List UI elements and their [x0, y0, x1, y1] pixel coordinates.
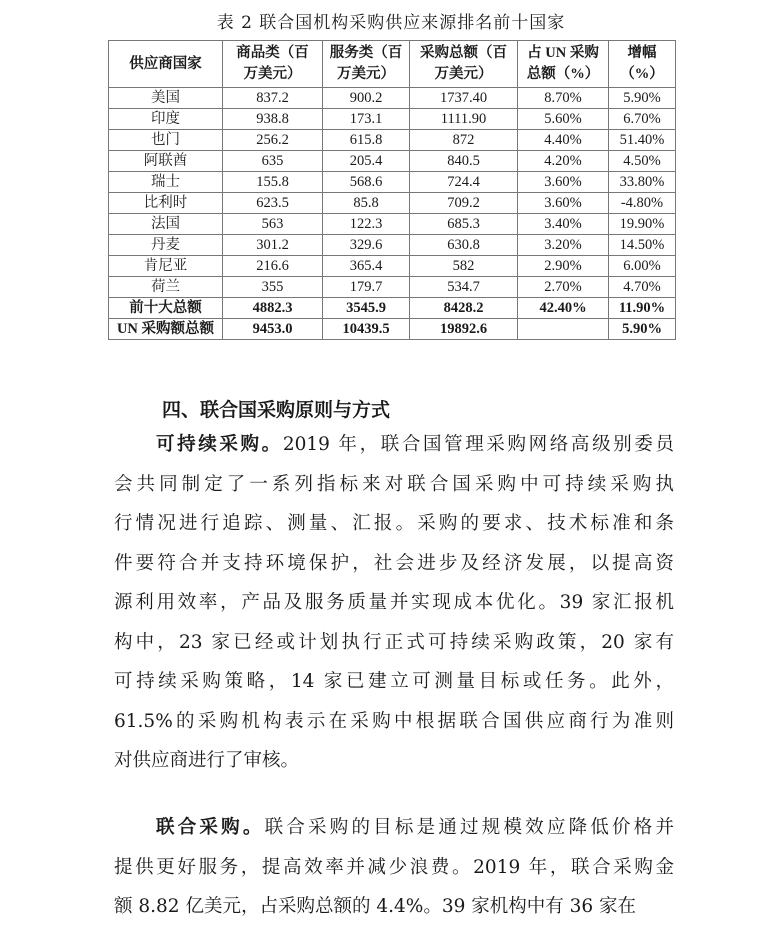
header-text: 万美元） — [243, 66, 302, 82]
paragraph-line: 件要符合并支持环境保护，社会进步及经济发展，以提高资 — [114, 552, 674, 574]
value-cell: 685.3 — [410, 214, 518, 235]
value-cell: 3.60% — [518, 172, 609, 193]
header-text: 增幅 — [627, 45, 657, 61]
value-cell — [518, 319, 609, 340]
header-text: （%） — [620, 66, 664, 82]
country-cell: 瑞士 — [109, 172, 223, 193]
value-cell: 85.8 — [323, 193, 410, 214]
paragraph-line: 可持续采购策略，14 家已建立可测量目标或任务。此外， — [114, 671, 674, 692]
value-cell: 872 — [410, 130, 518, 151]
value-cell: 3545.9 — [323, 298, 410, 319]
value-cell: 216.6 — [223, 256, 323, 277]
value-cell: 329.6 — [323, 235, 410, 256]
value-cell: 173.1 — [323, 109, 410, 130]
value-cell: 4.50% — [609, 151, 676, 172]
value-cell: 623.5 — [223, 193, 323, 214]
table-total-row — [109, 319, 676, 340]
value-cell: 615.8 — [323, 130, 410, 151]
value-cell: 4.20% — [518, 151, 609, 172]
value-cell: 2.70% — [518, 277, 609, 298]
value-cell: 1737.40 — [410, 88, 518, 109]
value-cell: 205.4 — [323, 151, 410, 172]
value-cell: 563 — [223, 214, 323, 235]
value-cell: 11.90% — [609, 298, 676, 319]
value-cell: 6.70% — [609, 109, 676, 130]
value-cell: 840.5 — [410, 151, 518, 172]
value-cell: 9453.0 — [223, 319, 323, 340]
value-cell: 4.70% — [609, 277, 676, 298]
paragraph-line: 源利用效率，产品及服务质量并实现成本优化。39 家汇报机 — [114, 592, 674, 613]
country-cell: 前十大总额 — [109, 298, 223, 319]
header-total — [410, 41, 518, 88]
value-cell: 8.70% — [518, 88, 609, 109]
country-cell: 肯尼亚 — [109, 256, 223, 277]
paragraph-line: 构中，23 家已经或计划执行正式可持续采购政策，20 家有 — [114, 631, 674, 653]
value-cell: 3.40% — [518, 214, 609, 235]
country-cell: 阿联酋 — [109, 151, 223, 172]
country-cell: 丹麦 — [109, 235, 223, 256]
value-cell: 2.90% — [518, 256, 609, 277]
header-text: 服务类（百 — [329, 45, 403, 61]
section-title: 四、联合国采购原则与方式 — [162, 399, 391, 421]
country-cell: 也门 — [109, 130, 223, 151]
paragraph-text: 联合采购的目标是通过规模效应降低价格并 — [264, 817, 674, 838]
value-cell: 6.00% — [609, 256, 676, 277]
value-cell: 900.2 — [323, 88, 410, 109]
table-row — [109, 151, 676, 172]
value-cell: 19.90% — [609, 214, 676, 235]
table-total-row — [109, 298, 676, 319]
value-cell: 14.50% — [609, 235, 676, 256]
value-cell: 3.20% — [518, 235, 609, 256]
value-cell: 5.90% — [609, 88, 676, 109]
header-text: 供应商国家 — [129, 55, 202, 72]
value-cell: 568.6 — [323, 172, 410, 193]
table-row — [109, 109, 676, 130]
table-row — [109, 88, 676, 109]
value-cell: 3.60% — [518, 193, 609, 214]
table-row — [109, 193, 676, 214]
value-cell: 179.7 — [323, 277, 410, 298]
value-cell: 630.8 — [410, 235, 518, 256]
value-cell: 19892.6 — [410, 319, 518, 340]
value-cell: 5.60% — [518, 109, 609, 130]
country-cell: 美国 — [109, 88, 223, 109]
header-text: 万美元） — [337, 66, 395, 82]
header-text: 采购总额（百 — [420, 45, 507, 61]
paragraph-line — [114, 808, 674, 848]
value-cell: 122.3 — [323, 214, 410, 235]
paragraph-line: 61.5%的采购机构表示在采购中根据联合国供应商行为准则 — [114, 710, 674, 732]
header-text: 占 UN 采购 — [527, 45, 599, 61]
table-row — [109, 277, 676, 298]
value-cell: 724.4 — [410, 172, 518, 193]
table-header-row — [109, 41, 676, 88]
header-text: 万美元） — [434, 66, 493, 82]
table-row — [109, 235, 676, 256]
paragraph-lead: 联合采购。 — [156, 817, 265, 838]
value-cell: 8428.2 — [410, 298, 518, 319]
value-cell: 4882.3 — [223, 298, 323, 319]
value-cell: 582 — [410, 256, 518, 277]
paragraph-line — [114, 425, 674, 465]
country-cell: 印度 — [109, 109, 223, 130]
paragraph-line: 行情况进行追踪、测量、汇报。采购的要求、技术标准和条 — [114, 513, 674, 534]
value-cell: 355 — [223, 277, 323, 298]
supplier-ranking-table — [108, 40, 676, 340]
value-cell: 33.80% — [609, 172, 676, 193]
table-row — [109, 130, 676, 151]
value-cell: 534.7 — [410, 277, 518, 298]
paragraph-sustainable-procurement — [114, 425, 674, 781]
value-cell: 4.40% — [518, 130, 609, 151]
value-cell: 365.4 — [323, 256, 410, 277]
country-cell: 法国 — [109, 214, 223, 235]
country-cell: UN 采购额总额 — [109, 319, 223, 340]
paragraph-lead: 可持续采购。 — [156, 434, 283, 455]
country-cell: 比利时 — [109, 193, 223, 214]
paragraph-line: 提供更好服务，提高效率并减少浪费。2019 年，联合采购金 — [114, 856, 674, 878]
value-cell: 42.40% — [518, 298, 609, 319]
header-services — [323, 41, 410, 88]
table-row — [109, 256, 676, 277]
paragraph-line: 额 8.82 亿美元，占采购总额的 4.4%。39 家机构中有 36 家在 — [114, 896, 637, 917]
paragraph-joint-procurement — [114, 808, 674, 927]
header-text: 商品类（百 — [236, 45, 309, 61]
paragraph-line: 会共同制定了一系列指标来对联合国采购中可持续采购执 — [114, 473, 674, 495]
table-row — [109, 172, 676, 193]
paragraph-text: 2019 年，联合国管理采购网络高级别委员 — [282, 434, 674, 455]
value-cell: 10439.5 — [323, 319, 410, 340]
country-cell: 荷兰 — [109, 277, 223, 298]
value-cell: 155.8 — [223, 172, 323, 193]
value-cell: 256.2 — [223, 130, 323, 151]
value-cell: 709.2 — [410, 193, 518, 214]
value-cell: -4.80% — [609, 193, 676, 214]
paragraph-line: 对供应商进行了审核。 — [114, 750, 300, 771]
header-share — [518, 41, 609, 88]
header-country — [109, 41, 223, 88]
value-cell: 938.8 — [223, 109, 323, 130]
value-cell: 301.2 — [223, 235, 323, 256]
value-cell: 5.90% — [609, 319, 676, 340]
value-cell: 837.2 — [223, 88, 323, 109]
table-caption: 表 2 联合国机构采购供应来源排名前十国家 — [216, 13, 566, 33]
table-row — [109, 214, 676, 235]
header-text: 总额（%） — [526, 66, 600, 82]
header-growth — [609, 41, 676, 88]
header-goods — [223, 41, 323, 88]
value-cell: 635 — [223, 151, 323, 172]
value-cell: 51.40% — [609, 130, 676, 151]
value-cell: 1111.90 — [410, 109, 518, 130]
